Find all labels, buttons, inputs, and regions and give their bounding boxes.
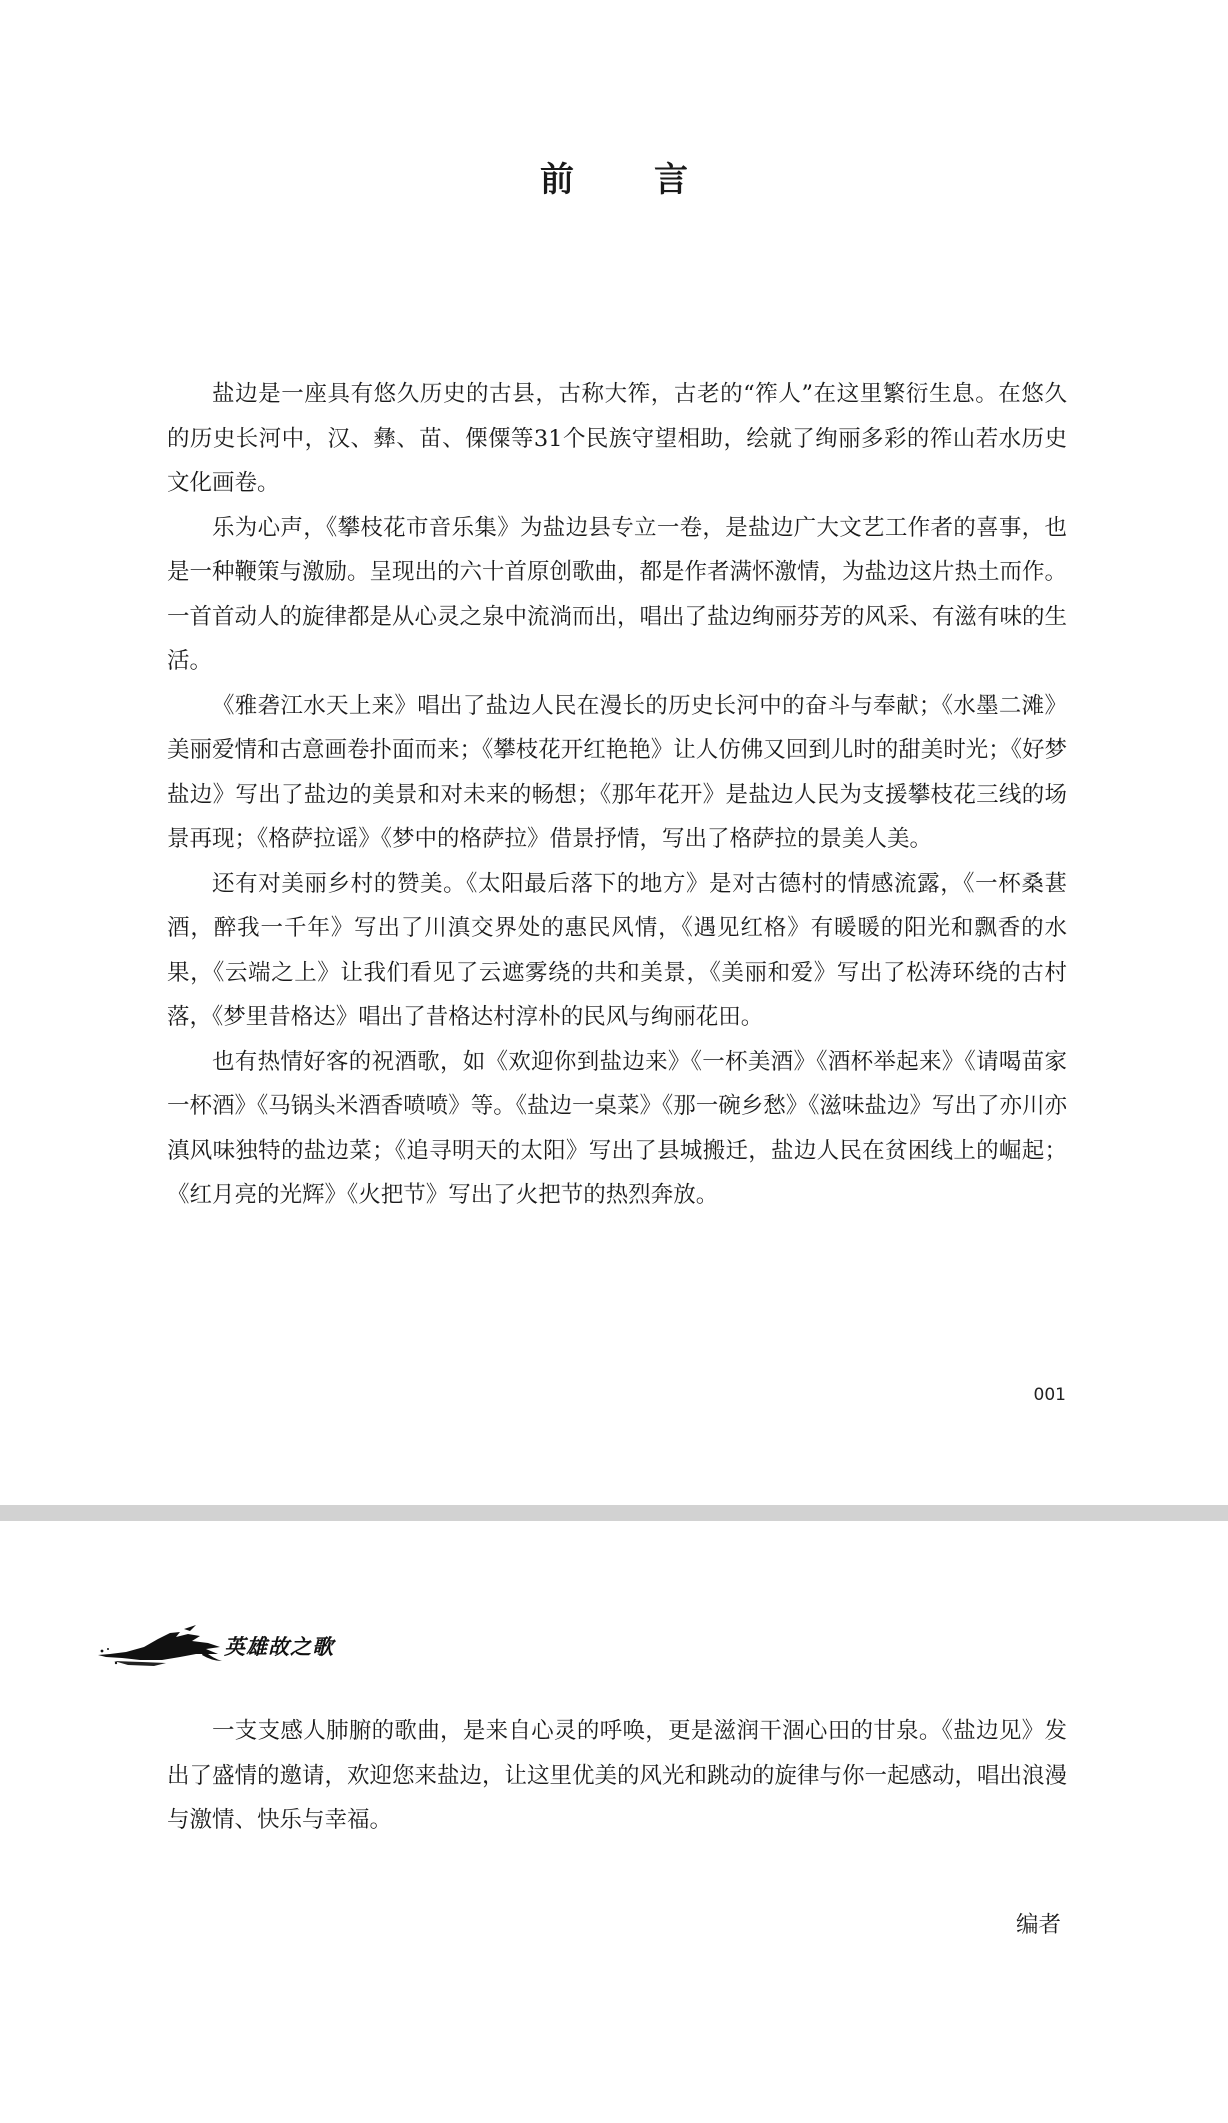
- preface-body: [167, 372, 1067, 1218]
- paragraph: 乐为心声，《攀枝花市音乐集》为盐边县专立一卷，是盐边广大文艺工作者的喜事，也是一种鞭策与激励。呈现出的六十首原创歌曲，都是作者满怀激情，为盐边这片热土而作。一首首动人的旋律都是从心灵之泉中流淌而出，唱出了盐边绚丽芬芳的风采、有滋有味的生活。: [167, 514, 1068, 674]
- paragraph: 也有热情好客的祝酒歌，如《欢迎你到盐边来》《一杯美酒》《酒杯举起来》《请喝苗家一杯酒》《马锅头米酒香喷喷》等。《盐边一桌菜》《那一碗乡愁》《滋味盐边》写出了亦川亦滇风味独特的盐边菜；《追寻明天的太阳》写出了县城搬迁，盐边人民在贫困线上的崛起；《红月亮的光辉》《火把节》写出了火把节的热烈奔放。: [167, 1048, 1068, 1208]
- page-two: [0, 1521, 1228, 2123]
- title-char-2: 言: [654, 160, 688, 200]
- ink-brush-stroke-icon: [96, 1621, 226, 1671]
- page-number: 001: [1033, 1385, 1066, 1405]
- book-title: 英雄故之歌: [224, 1634, 334, 1659]
- page-title: [0, 152, 1228, 208]
- preface-body-continued: [167, 1709, 1067, 1843]
- paragraph: 一支支感人肺腑的歌曲，是来自心灵的呼唤，更是滋润干涸心田的甘泉。《盐边见》发出了盛情的邀请，欢迎您来盐边，让这里优美的风光和跳动的旋律与你一起感动，唱出浪漫与激情、快乐与幸福。: [167, 1718, 1068, 1833]
- signature: 编者: [1015, 1912, 1061, 1938]
- title-char-1: 前: [540, 160, 574, 200]
- page-separator: [0, 1505, 1228, 1521]
- paragraph: 还有对美丽乡村的赞美。《太阳最后落下的地方》是对古德村的情感流露，《一杯桑葚酒，醉我一千年》写出了川滇交界处的惠民风情，《遇见红格》有暖暖的阳光和飘香的水果，《云端之上》让我们看见了云遮雾绕的共和美景，《美丽和爱》写出了松涛环绕的古村落，《梦里昔格达》唱出了昔格达村淳朴的民风与绚丽花田。: [167, 870, 1067, 1030]
- running-header: [96, 1621, 356, 1671]
- paragraph: 盐边是一座具有悠久历史的古县，古称大筰，古老的“筰人”在这里繁衍生息。在悠久的历史长河中，汉、彝、苗、傈僳等31个民族守望相助，绘就了绚丽多彩的筰山若水历史文化画卷。: [167, 381, 1067, 496]
- paragraph: 《雅砻江水天上来》唱出了盐边人民在漫长的历史长河中的奋斗与奉献；《水墨二滩》美丽爱情和古意画卷扑面而来；《攀枝花开红艳艳》让人仿佛又回到儿时的甜美时光；《好梦盐边》写出了盐边的美景和对未来的畅想；《那年花开》是盐边人民为支援攀枝花三线的场景再现；《格萨拉谣》《梦中的格萨拉》借景抒情，写出了格萨拉的景美人美。: [167, 692, 1068, 852]
